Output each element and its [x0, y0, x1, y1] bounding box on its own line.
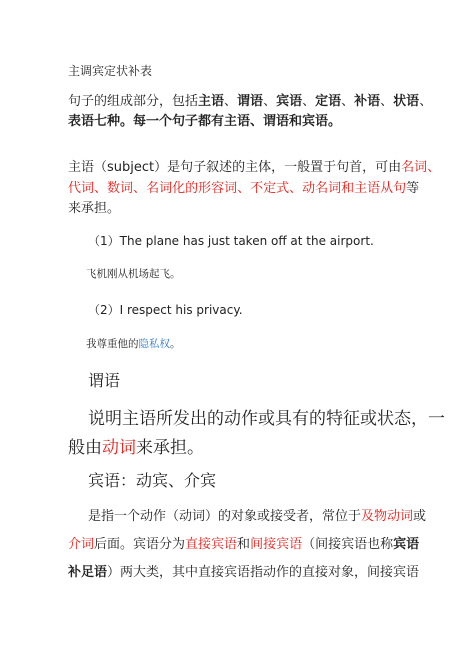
subject-line-1 [68, 156, 440, 175]
term-object: 宾语 [276, 94, 303, 109]
text-run: 后面。宾语分为 [94, 537, 186, 552]
highlight-infinitive: 不定式 [250, 181, 290, 196]
text-run: 等 [406, 181, 420, 196]
highlight-indirect-object: 间接宾语 [250, 537, 303, 552]
object-line-1 [88, 505, 426, 524]
term-subject: 主语 [198, 94, 225, 109]
text-run: 来承担。 [136, 438, 204, 458]
text-run: 句子的组成部分，包括 [68, 94, 199, 109]
text-run: 、 [237, 181, 251, 196]
object-line-2 [68, 533, 419, 552]
text-run: 、 [289, 181, 303, 196]
highlight-nominal-adjective: 名词化的形容词 [146, 181, 238, 196]
highlight-noun: 名词 [401, 160, 428, 175]
doc-title: 主调宾定状补表 [68, 64, 153, 78]
highlight-transitive-verb: 及物动词 [361, 509, 414, 524]
object-line-3 [68, 561, 419, 580]
highlight-verb: 动词 [102, 438, 136, 458]
text-run: 、 [133, 181, 147, 196]
example-1-english: （1）The plane has just taken off at the airport. [88, 234, 374, 248]
highlight-numeral: 数词 [107, 181, 134, 196]
intro-line-1 [68, 90, 432, 109]
predicate-line-1: 说明主语所发出的动作或具有的特征或状态，一 [88, 409, 445, 429]
text-run: 、 [302, 94, 316, 109]
text-run: 。 [170, 338, 181, 350]
term-complement: 补语 [354, 94, 381, 109]
example-2-chinese [86, 336, 181, 351]
intro-line-2 [68, 110, 341, 129]
text-run: 、 [380, 94, 394, 109]
text-run: 七种。每一个句子都有主语、谓语和宾语。 [94, 114, 342, 129]
term-object-complement-a: 宾语 [393, 537, 420, 552]
term-predicative: 表语 [68, 114, 95, 129]
text-run: （间接宾语也称 [302, 537, 394, 552]
text-run: 、 [263, 94, 277, 109]
highlight-preposition: 介词 [68, 537, 95, 552]
text-run: 、 [419, 94, 433, 109]
example-1-chinese: 飞机刚从机场起飞。 [86, 268, 181, 280]
text-run: 和 [237, 537, 251, 552]
text-run: 或 [413, 509, 427, 524]
term-attributive: 定语 [315, 94, 342, 109]
text-run: 、 [94, 181, 108, 196]
predicate-line-2 [68, 433, 204, 458]
term-object-complement-b: 补足语 [68, 565, 108, 580]
text-run: 主语（subject）是句子叙述的主体，一般置于句首，可由 [68, 160, 402, 175]
highlight-pronoun: 代词 [68, 181, 95, 196]
term-adverbial: 状语 [393, 94, 420, 109]
example-2-english: （2）I respect his privacy. [88, 303, 243, 317]
term-predicate: 谓语 [237, 94, 264, 109]
text-run: 、 [341, 94, 355, 109]
object-heading: 宾语：动宾、介宾 [88, 471, 217, 490]
highlight-gerund-clause: 动名词和主语从句 [302, 181, 407, 196]
text-run: 是指一个动作（动词）的对象或接受者，常位于 [88, 509, 362, 524]
text-run: 、 [224, 94, 238, 109]
highlight-direct-object: 直接宾语 [185, 537, 238, 552]
text-run: ）两大类，其中直接宾语指动作的直接对象，间接宾语 [107, 565, 420, 580]
subject-line-2 [68, 177, 419, 196]
text-run: 、 [427, 160, 441, 175]
text-run: 我尊重他的 [86, 338, 139, 350]
subject-line-3: 来承担。 [68, 201, 121, 216]
highlight-privacy: 隐私权 [138, 338, 170, 350]
predicate-heading: 谓语 [88, 371, 121, 390]
text-run: 般由 [68, 438, 102, 458]
